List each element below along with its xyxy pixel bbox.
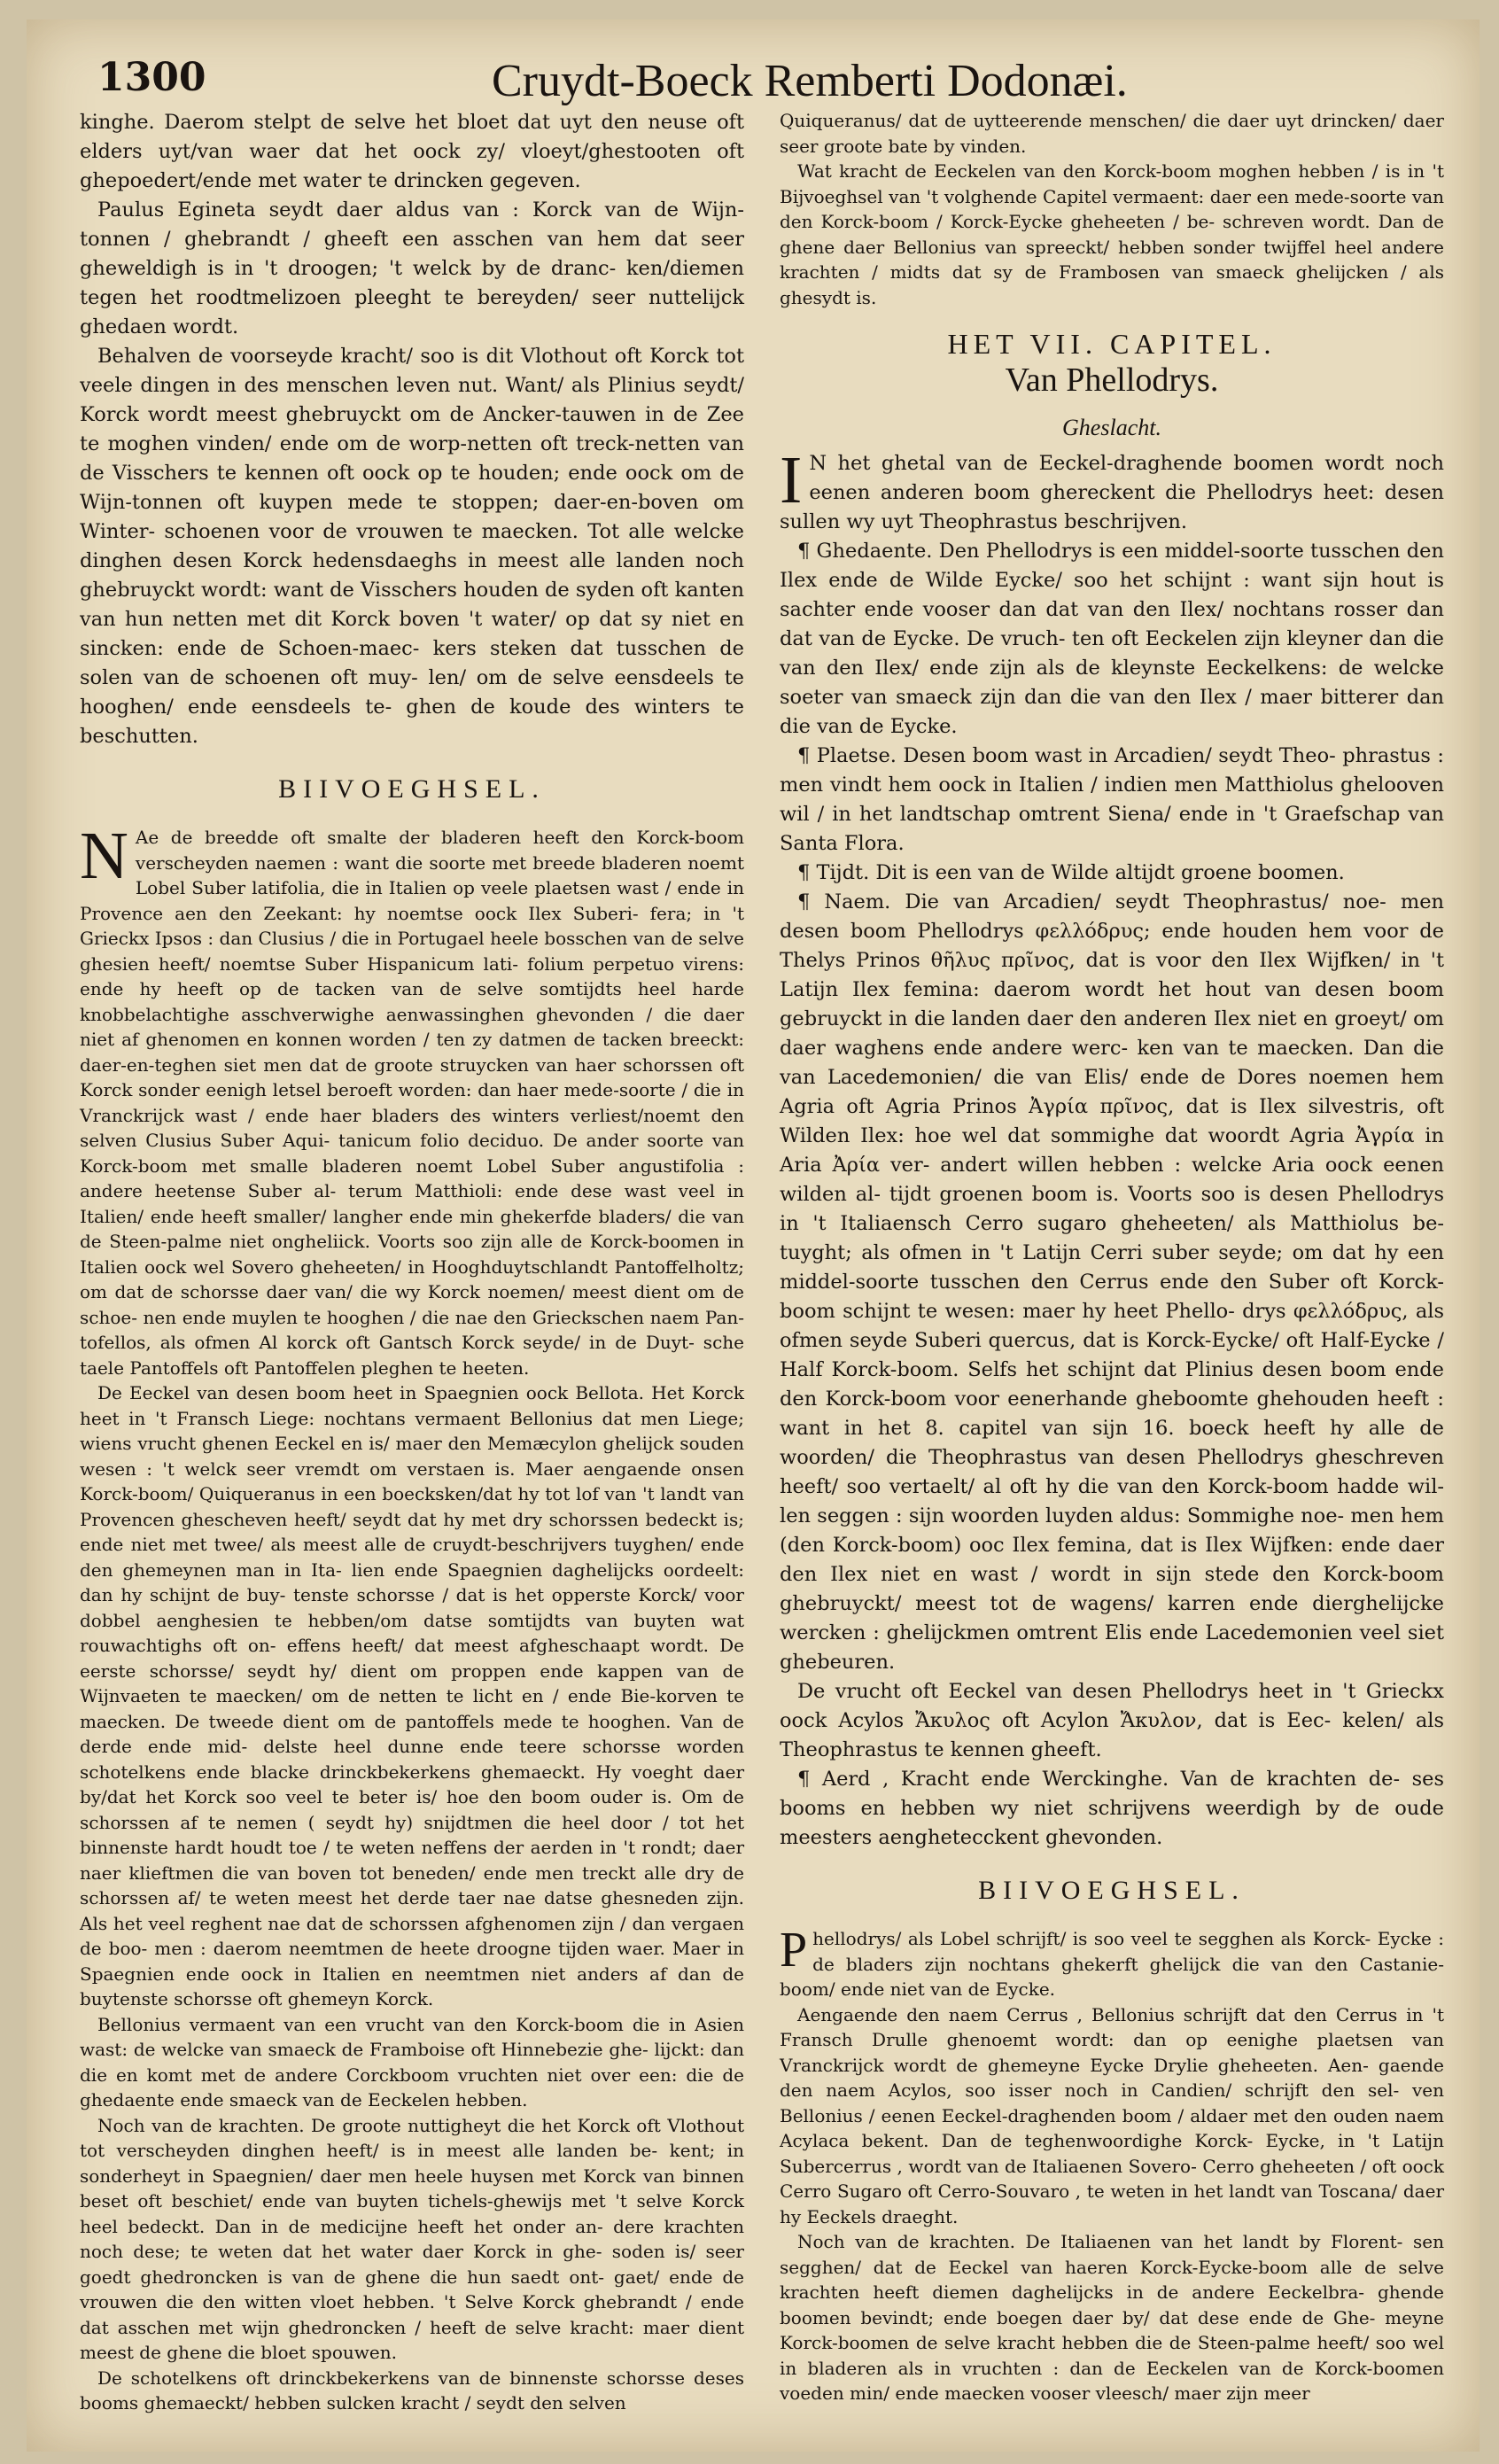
paragraph: De vrucht oft Eeckel van desen Phellodrys heet in 't Grieckx oock Acylos Ἄκυλος oft Acylon Ἄκυλον, dat is Eec- kelen/ als Theophrastus te kennen gheeft. — [780, 1680, 1444, 1761]
paragraph: hellodrys/ als Lobel schrijft/ is soo veel te segghen als Korck- Eycke : de bladers zijn nochtans ghekerft ghelijck die van den Castanie-boom/ ende niet van de Eycke. — [780, 1928, 1444, 2000]
left-column — [80, 108, 744, 2416]
paragraph: Noch van de krachten. De Italiaenen van het landt by Florent- sen segghen/ dat de Eeckel van haeren Korck-Eycke-boom alle de selve krachten heeft diemen daghelijcks in de andere Eeckelbra- ghende boomen bevindt; ende boegen daer by/ dat dese ende de Ghe- meyne Korck-boomen de selve kracht hebben die de Steen-palme heeft/ soo wel in bladeren als in vruchten : dan de Eeckelen van de Korck-boomen voeden min/ ende maecken vooser vleesch/ maer zijn meer — [780, 2231, 1444, 2404]
drop-cap-initial: I — [780, 443, 803, 517]
continuation-block — [780, 108, 1444, 310]
book-page — [27, 19, 1480, 2452]
paragraph: ¶ Naem. Die van Arcadien/ seydt Theophrastus/ noe- men desen boom Phellodrys φελλόδρυς; ende houden hem voor de Thelys Prinos θῆλυς πρῖνος, dat is voor den Ilex Wijfken/ in 't Latijn Ilex femina: daerom wordt het hout van desen boom gebruyckt in die landen daer den anderen Ilex niet en groeyt/ om daer waghens ende andere werc- ken van te maecken. Dan die van Lacedemonien/ die van Elis/ ende de Dores noemen hem Agria oft Agria Prinos Ἀγρία πρῖνος, dat is Ilex silvestris, oft Wilden Ilex: hoe wel dat sommighe dat woordt Agria Ἀγρία in Aria Ἀρία ver- andert willen hebben : welcke Aria oock eenen wilden al- tijdt groenen boom is. Voorts soo is desen Phellodrys in 't Italiaensch Cerro sugaro gheheeten/ als Matthiolus be- tuyght; als ofmen in 't Latijn Cerri suber seyde; om dat hy een middel-soorte tusschen den Cerrus ende den Suber oft Korck-boom schijnt te wesen: maer hy heet Phello- drys φελλόδρυς, als ofmen seyde Suberi quercus, dat is Korck-Eycke/ oft Half-Eycke / Half Korck-boom. Selfs het schijnt dat Plinius desen boom ende den Korck-boom voor eenerhande gheboomte ghehouden heeft : want in het 8. capitel van sijn 16. boeck heeft hy alle de woorden/ die Theophrastus van desen Phellodrys gheschreven heeft/ soo vertaelt/ al oft hy die van den Korck-boom hadde wil- len seggen : sijn woorden luyden aldus: Sommighe noe- men hem (den Korck-boom) ooc Ilex femina, dat is Ilex Wijfken: ende daer den Ilex niet en wast / wordt in sijn stede den Korck-boom ghebruyckt/ meest tot de wagens/ karren ende dierghelijcke wercken : ghelijckmen omtrent Elis ende Lacedemonien veel siet ghebeuren. — [780, 890, 1444, 1674]
right-column — [780, 108, 1444, 2406]
paragraph: Noch van de krachten. De groote nuttigheyt die het Korck oft Vlothout tot verscheyden dinghen heeft/ is in meest alle landen be- kent; in sonderheyt in Spaegnien/ daer men heele huysen met Korck van binnen beset oft beschiet/ ende van buyten tichels-ghewijs met 't selve Korck heel bedeckt. Dan in de medicijne heeft het onder an- dere krachten noch dese; te weten dat het water daer Korck in ghe- soden is/ seer goedt ghedroncken is van de ghene die hun saedt ont- gaet/ ende de vrouwen die den witten vloet hebben. 't Selve Korck ghebrandt / ende dat asschen met wijn ghedroncken / heeft de selve kracht: maer dient meest de ghene die bloet spouwen. — [80, 2114, 744, 2363]
paragraph: Ae de breedde oft smalte der bladeren heeft den Korck-boom verscheyden naemen : want die soorte met breede bladeren noemt Lobel Suber latifolia, die in Italien op veele plaetsen wast / ende in Provence aen den Zeekant: hy noemtse oock Ilex Suberi- fera; in 't Grieckx Ipsos : dan Clusius / die in Portugael heele bosschen van de selve ghesien heeft/ noemtse Suber Hispanicum lati- folium perpetuo virens: ende hy heeft op de tacken van de selve somtijdts heel harde knobbelachtighe asschverwighe aenwassinghen ghevonden / die daer niet af ghenomen en konnen worden / ten zy datmen de tacken breeckt: daer-en-teghen siet men dat de groote struycken van haer schorssen oft Korck sonder eenigh letsel beroeft worden: dan haer mede-soorte / die in Vranckrijck wast / ende haer bladers des winters verliest/noemt den selven Clusius Suber Aqui- tanicum folio deciduo. De ander soorte van Korck-boom met smalle bladeren noemt Lobel Suber angustifolia : andere heetense Suber al- terum Matthioli: ende dese wast veel in Italien/ ende heeft smaller/ langher ende min ghekerfde bladers/ die van de Steen-palme niet ongheliick. Voorts soo zijn alle de Korck-boomen in Italien oock wel Sovero gheheeten/ in Hooghduytschlandt Pantoffelholtz; om dat de schorsse daer van/ die wy Korck noemen/ meest dient om de schoe- nen ende muylen te hooghen / die nae den Grieckschen naem Pan- tofellos, als ofmen Al korck oft Gantsch Korck seyde/ in de Duyt- sche taele Pantoffels oft Pantoffelen pleghen te heeten. — [80, 827, 744, 1379]
paragraph: Bellonius vermaent van een vrucht van den Korck-boom die in Asien wast: de welcke van smaeck de Framboise oft Hinnebezie ghe- lijckt: dan die en komt met de andere Corckboom vruchten niet over een: die de ghedaente ende smaeck van de Eeckelen hebben. — [80, 2013, 744, 2110]
paragraph: Behalven de voorseyde kracht/ soo is dit Vlothout oft Korck tot veele dingen in des menschen leven nut. Want/ als Plinius seydt/ Korck wordt meest ghebruyckt om de Ancker-tauwen in de Zee te moghen vinden/ ende om de worp-netten oft treck-netten van de Visschers te kennen oft oock op te houden; ende oock om de Wijn-tonnen oft kuypen mede te stoppen; daer-en-boven om Winter- schoenen voor de vrouwen te maecken. Tot alle welcke dinghen desen Korck hedensdaeghs in meest alle landen noch ghebruyckt wordt: want de Visschers houden de syden oft kanten van hun netten met dit Korck boven 't water/ op dat sy niet en sincken: ende de Schoen-maec- kers steken dat tusschen de solen van de schoenen oft muy- len/ om de selve eensdeels te hooghen/ ende eensdeels te- ghen de koude des winters te beschutten. — [80, 345, 744, 748]
paragraph: ¶ Tijdt. Dit is een van de Wilde altijdt groene boomen. — [797, 861, 1345, 884]
running-title: Cruydt-Boeck Remberti Dodonæi. — [492, 56, 1128, 106]
paragraph: N het ghetal van de Eeckel-draghende boomen wordt noch eenen anderen boom ghereckent die Phellodrys heet: desen sullen wy uyt Theophrastus beschrijven. — [780, 452, 1444, 533]
section-title-bijvoeghsel: BIIVOEGHSEL. — [278, 774, 546, 804]
paragraph: Aengaende den naem Cerrus , Bellonius schrijft dat den Cerrus in 't Fransch Drulle ghenoemt wordt: dan op eenighe plaetsen van Vranckrijck wordt de ghemeyne Eycke Drylie gheheeten. Aen- gaende den naem Acylos, soo isser noch in Candien/ schrijft den sel- ven Bellonius / eenen Eeckel-draghenden boom / aldaer met den ouden naem Acylaca bekent. Dan de teghenwoordighe Korck- Eycke, in 't Latijn Subercerrus , wordt van de Italiaenen Sovero- Cerro gheheeten / oft oock Cerro Sugaro oft Cerro-Souvaro , te weten in het landt van Toscana/ daer hy Eeckels draeght. — [780, 2003, 1444, 2227]
bijvoeghsel-block — [80, 819, 744, 2416]
section-title-bijvoeghsel: BIIVOEGHSEL. — [978, 1876, 1246, 1905]
paragraph: kinghe. Daerom stelpt de selve het bloet dat uyt den neuse oft elders uyt/van waer dat het oock zy/ vloeyt/ghestooten oft ghepoedert/ende met water te drincken gegeven. — [80, 111, 744, 192]
paragraph: Quiqueranus/ dat de uytteerende menschen/ die daer uyt drincken/ daer seer groote bate by vinden. — [780, 110, 1444, 157]
page-header — [97, 55, 1426, 108]
paragraph: De Eeckel van desen boom heet in Spaegnien oock Bellota. Het Korck heet in 't Fransch Liege: nochtans vermaent Bellonius dat men Liege; wiens vrucht ghenen Eeckel en is/ maer den Memæcylon ghelijck souden wesen : 't welck seer vremdt om verstaen is. Maer aengaende onsen Korck-boom/ Quiqueranus in een boecksken/dat hy tot lof van 't landt van Provencen ghescheven heeft/ seydt dat hy met dry schorssen bedeckt is; ende niet met twee/ als meest alle de cruydt-beschrijvers tuyghen/ ende den ghemeynen man in Ita- lien ende Spaegnien daghelijcks oordeelt: dan hy schijnt de buy- tenste schorsse / dat is het opperste Korck/ voor dobbel aenghesien te hebben/om datse somtijdts van buyten wat rouwachtighs oft on- effens heeft/ dat meest afgheschaapt wordt. De eerste schorsse/ seydt hy/ dient om proppen ende kappen van de Wijnvaeten te maecken/ om de netten te licht en / ende Bie-korven te maecken. De tweede dient om de pantoffels mede te hooghen. Van de derde ende mid- delste heel dunne ende teere schorsse worden schotelkens ende blacke drinckbekerkens ghemaeckt. Hy voeght daer by/dat het Korck soo veel te beter is/ hoe den boom ouder is. Om de schorssen af te nemen ( seydt hy) snijdtmen die heel door / tot het binnenste hardt houdt toe / te weten neffens der aerden in 't rondt; daer naer klieftmen die van boven tot beneden/ ende men treckt alle dry de schorssen af/ te weten meest het derde taer nae datse ghesneden zijn. Als het veel reghent nae dat de schorssen afghenomen zijn / dan vergaen de boo- men : daerom neemtmen de heete droogne tijden waer. Maer in Spaegnien ende oock in Italien en neemtmen niet anders af dan de buytenste schorsse oft ghemeyn Korck. — [80, 1382, 744, 2009]
drop-cap-initial: P — [780, 1923, 808, 1978]
paragraph: ¶ Ghedaente. Den Phellodrys is een middel-soorte tusschen den Ilex ende de Wilde Eycke/ soo het schijnt : want sijn hout is sachter ende vooser dan dat van den Ilex/ nochtans rosser dan dat van de Eycke. De vruch- ten oft Eeckelen zijn kleyner dan die van den Ilex/ ende zijn als de kleynste Eeckelkens: de welcke soeter van smaeck zijn dan die van den Ilex / maer bitterer dan die van de Eycke. — [780, 540, 1444, 738]
paragraph: Paulus Egineta seydt daer aldus van : Korck van de Wijn-tonnen / ghebrandt / gheeft een asschen van hem dat seer gheweldigh is in 't droogen; 't welck by de dranc- ken/diemen tegen het roodtmelizoen pleeght te bereyden/ seer nuttelijck ghedaen wordt. — [80, 198, 744, 338]
paragraph: De schotelkens oft drinckbekerkens van de binnenste schorsse deses booms ghemaeckt/ hebben sulcken kracht / seydt den selven — [80, 2367, 744, 2413]
paragraph: ¶ Plaetse. Desen boom wast in Arcadien/ seydt Theo- phrastus : men vindt hem oock in Italien / indien men Matthiolus ghelooven wil / in het landtschap omtrent Siena/ ende in 't Graefschap van Santa Flora. — [780, 744, 1444, 855]
chapter-subtitle: Van Phellodrys. — [1005, 361, 1219, 399]
drop-cap-initial: N — [80, 819, 128, 893]
subheading-geslacht: Gheslacht. — [1062, 415, 1161, 440]
paragraph: Wat kracht de Eeckelen van den Korck-boom moghen hebben / is in 't Bijvoeghsel van 't volghende Capitel vermaent: daer een mede-soorte van den Korck-boom / Korck-Eycke gheheeten / be- schreven wordt. Dan de ghene daer Bellonius van spreeckt/ hebben sonder twijffel heel andere krachten / midts dat sy de Frambosen van smaeck ghelijcken / als ghesydt is. — [780, 160, 1444, 308]
page-number: 1300 — [97, 55, 206, 100]
paragraph: ¶ Aerd , Kracht ende Werckinghe. Van de krachten de- ses booms en hebben wy niet schrijvens weerdigh by de oude meesters aenghetecckent ghevonden. — [780, 1768, 1444, 1849]
chapter-title: HET VII. CAPITEL. — [947, 328, 1277, 360]
bijvoeghsel-block — [780, 1923, 1444, 2406]
